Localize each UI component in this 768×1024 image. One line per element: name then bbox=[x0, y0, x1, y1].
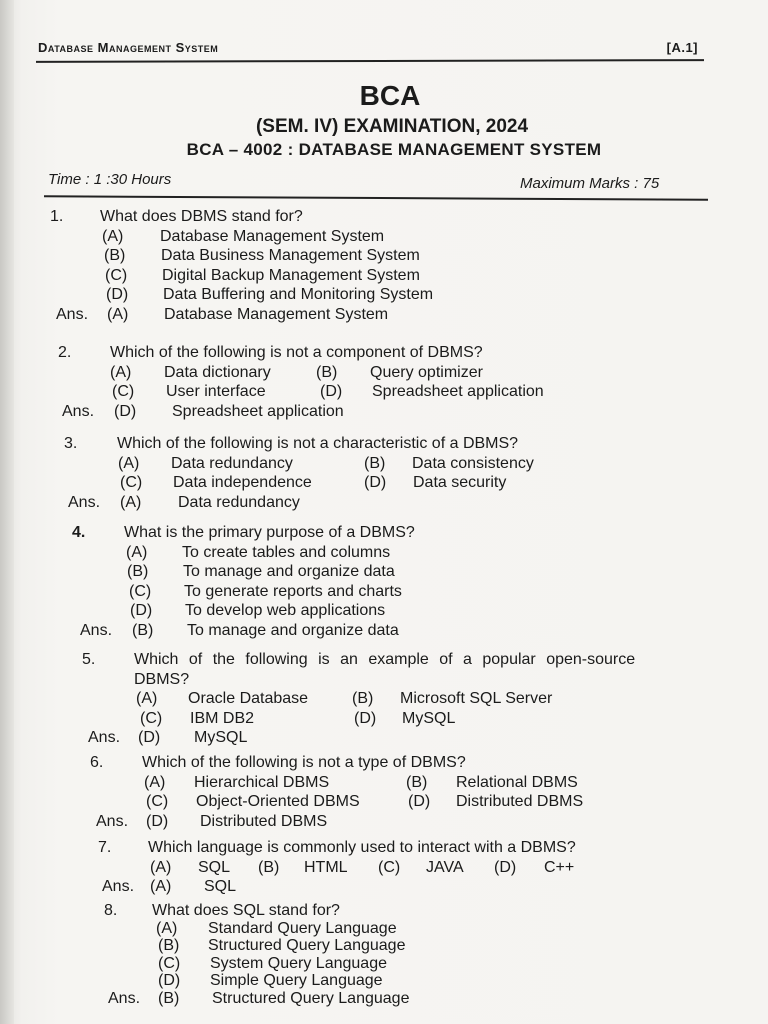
option-text: Hierarchical DBMS bbox=[194, 773, 330, 791]
option-label: (B) bbox=[316, 363, 338, 381]
option-text: Data dictionary bbox=[164, 363, 271, 381]
title-rule bbox=[44, 195, 708, 200]
answer-label: Ans. bbox=[80, 621, 113, 639]
question-number: 8. bbox=[104, 902, 118, 919]
option-label: (B) bbox=[406, 773, 428, 791]
paper-title: BCA – 4002 : DATABASE MANAGEMENT SYSTEM bbox=[186, 140, 602, 159]
question-stem: Which of the following is an example of a popular open-source bbox=[134, 651, 636, 668]
option-text: Database Management System bbox=[160, 227, 385, 245]
option-label: (C) bbox=[105, 266, 128, 284]
course-title: BCA bbox=[359, 80, 421, 111]
option-text: Data Buffering and Monitoring System bbox=[163, 286, 434, 303]
option-label: (D) bbox=[494, 858, 517, 876]
answer-text: Distributed DBMS bbox=[200, 812, 328, 830]
option-text: System Query Language bbox=[210, 954, 387, 972]
option-label: (A) bbox=[118, 454, 140, 472]
option-label: (C) bbox=[140, 709, 163, 727]
option-label: (B) bbox=[258, 858, 280, 876]
option-text: To manage and organize data bbox=[183, 563, 395, 580]
option-label: (C) bbox=[112, 383, 135, 400]
answer-option: (D) bbox=[138, 729, 161, 746]
question-number: 1. bbox=[50, 208, 64, 225]
answer-option: (A) bbox=[150, 878, 172, 895]
question-number: 2. bbox=[58, 344, 72, 361]
option-text: Standard Query Language bbox=[208, 919, 397, 937]
option-text: To develop web applications bbox=[185, 602, 386, 619]
option-label: (C) bbox=[158, 954, 181, 972]
header-rule bbox=[36, 59, 704, 63]
option-label: (D) bbox=[106, 286, 129, 303]
option-text: Simple Query Language bbox=[210, 972, 383, 989]
option-label: (A) bbox=[156, 919, 178, 937]
question-stem: Which of the following is not a characteristic of a DBMS? bbox=[117, 435, 519, 452]
question-stem: What does DBMS stand for? bbox=[100, 208, 303, 225]
answer-label: Ans. bbox=[96, 812, 129, 830]
answer-option: (D) bbox=[146, 812, 169, 830]
answer-text: MySQL bbox=[194, 729, 248, 746]
option-text: Structured Query Language bbox=[208, 937, 406, 954]
option-label: (C) bbox=[146, 793, 169, 810]
question-stem: What does SQL stand for? bbox=[152, 902, 340, 919]
option-label: (C) bbox=[129, 582, 152, 600]
answer-text: Spreadsheet application bbox=[172, 402, 344, 420]
option-text: Microsoft SQL Server bbox=[400, 690, 553, 707]
option-label: (A) bbox=[136, 690, 158, 707]
answer-text: Database Management System bbox=[164, 305, 389, 323]
exam-time: Time : 1 :30 Hours bbox=[48, 171, 172, 188]
max-marks: Maximum Marks : 75 bbox=[520, 175, 660, 192]
option-text: To create tables and columns bbox=[182, 543, 391, 561]
question-number: 5. bbox=[82, 651, 96, 668]
option-label: (A) bbox=[110, 363, 132, 381]
option-text: Digital Backup Management System bbox=[162, 266, 420, 284]
option-text: To generate reports and charts bbox=[184, 582, 402, 600]
option-text: Data security bbox=[413, 474, 507, 491]
option-text: Data Business Management System bbox=[161, 247, 420, 264]
option-label: (C) bbox=[120, 474, 143, 491]
option-label: (D) bbox=[130, 602, 153, 619]
question-number: 4. bbox=[72, 524, 86, 541]
option-label: (D) bbox=[364, 474, 387, 491]
option-text: Spreadsheet application bbox=[372, 383, 544, 400]
answer-option: (D) bbox=[114, 402, 137, 420]
answer-option: (A) bbox=[120, 493, 142, 511]
option-text: MySQL bbox=[402, 709, 456, 727]
option-text: Data consistency bbox=[412, 454, 534, 472]
option-text: Object-Oriented DBMS bbox=[196, 793, 360, 810]
option-label: (B) bbox=[158, 937, 180, 954]
answer-text: SQL bbox=[204, 878, 237, 895]
option-label: (D) bbox=[320, 383, 343, 400]
option-label: (B) bbox=[352, 690, 374, 707]
answer-text: Structured Query Language bbox=[212, 989, 410, 1007]
option-label: (C) bbox=[378, 858, 401, 876]
option-label: (A) bbox=[126, 543, 148, 561]
question-stem: What is the primary purpose of a DBMS? bbox=[124, 524, 415, 541]
question-stem: Which language is commonly used to interact with a DBMS? bbox=[148, 839, 576, 856]
answer-option: (B) bbox=[132, 621, 154, 639]
option-text: SQL bbox=[198, 858, 231, 876]
option-text: Distributed DBMS bbox=[456, 793, 584, 810]
option-label: (D) bbox=[158, 972, 181, 989]
option-text: HTML bbox=[304, 858, 348, 876]
option-text: User interface bbox=[166, 383, 266, 400]
option-text: JAVA bbox=[426, 858, 464, 876]
question-stem-continued: DBMS? bbox=[134, 670, 190, 688]
answer-text: Data redundancy bbox=[178, 493, 300, 511]
question-number: 7. bbox=[98, 839, 112, 856]
option-label: (B) bbox=[127, 563, 149, 580]
answer-label: Ans. bbox=[68, 493, 101, 511]
answer-label: Ans. bbox=[88, 729, 121, 746]
option-label: (B) bbox=[364, 454, 386, 472]
answer-label: Ans. bbox=[62, 402, 95, 420]
option-label: (A) bbox=[102, 227, 124, 245]
option-label: (D) bbox=[354, 709, 377, 727]
question-number: 6. bbox=[90, 754, 104, 771]
option-label: (A) bbox=[144, 773, 166, 791]
option-label: (A) bbox=[150, 858, 172, 876]
answer-label: Ans. bbox=[102, 878, 135, 895]
option-text: Query optimizer bbox=[370, 363, 483, 381]
running-title: Database Management System bbox=[38, 40, 219, 55]
option-label: (D) bbox=[408, 793, 431, 810]
answer-label: Ans. bbox=[56, 305, 89, 323]
answer-option: (B) bbox=[158, 989, 180, 1007]
running-header bbox=[38, 40, 698, 55]
option-text: Data redundancy bbox=[171, 454, 293, 472]
option-text: Relational DBMS bbox=[456, 773, 578, 791]
answer-text: To manage and organize data bbox=[187, 621, 399, 639]
question-stem: Which of the following is not a type of DBMS? bbox=[142, 754, 466, 771]
option-text: C++ bbox=[544, 858, 575, 876]
exam-session: (SEM. IV) EXAMINATION, 2024 bbox=[255, 116, 529, 137]
answer-label: Ans. bbox=[108, 989, 141, 1007]
question-number: 3. bbox=[64, 435, 78, 452]
answer-option: (A) bbox=[107, 305, 129, 323]
option-label: (B) bbox=[104, 247, 126, 264]
option-text: Oracle Database bbox=[188, 690, 309, 707]
option-text: Data independence bbox=[173, 474, 312, 491]
option-text: IBM DB2 bbox=[190, 709, 255, 727]
question-stem: Which of the following is not a component of DBMS? bbox=[110, 344, 483, 361]
page-code: [A.1] bbox=[666, 40, 698, 55]
